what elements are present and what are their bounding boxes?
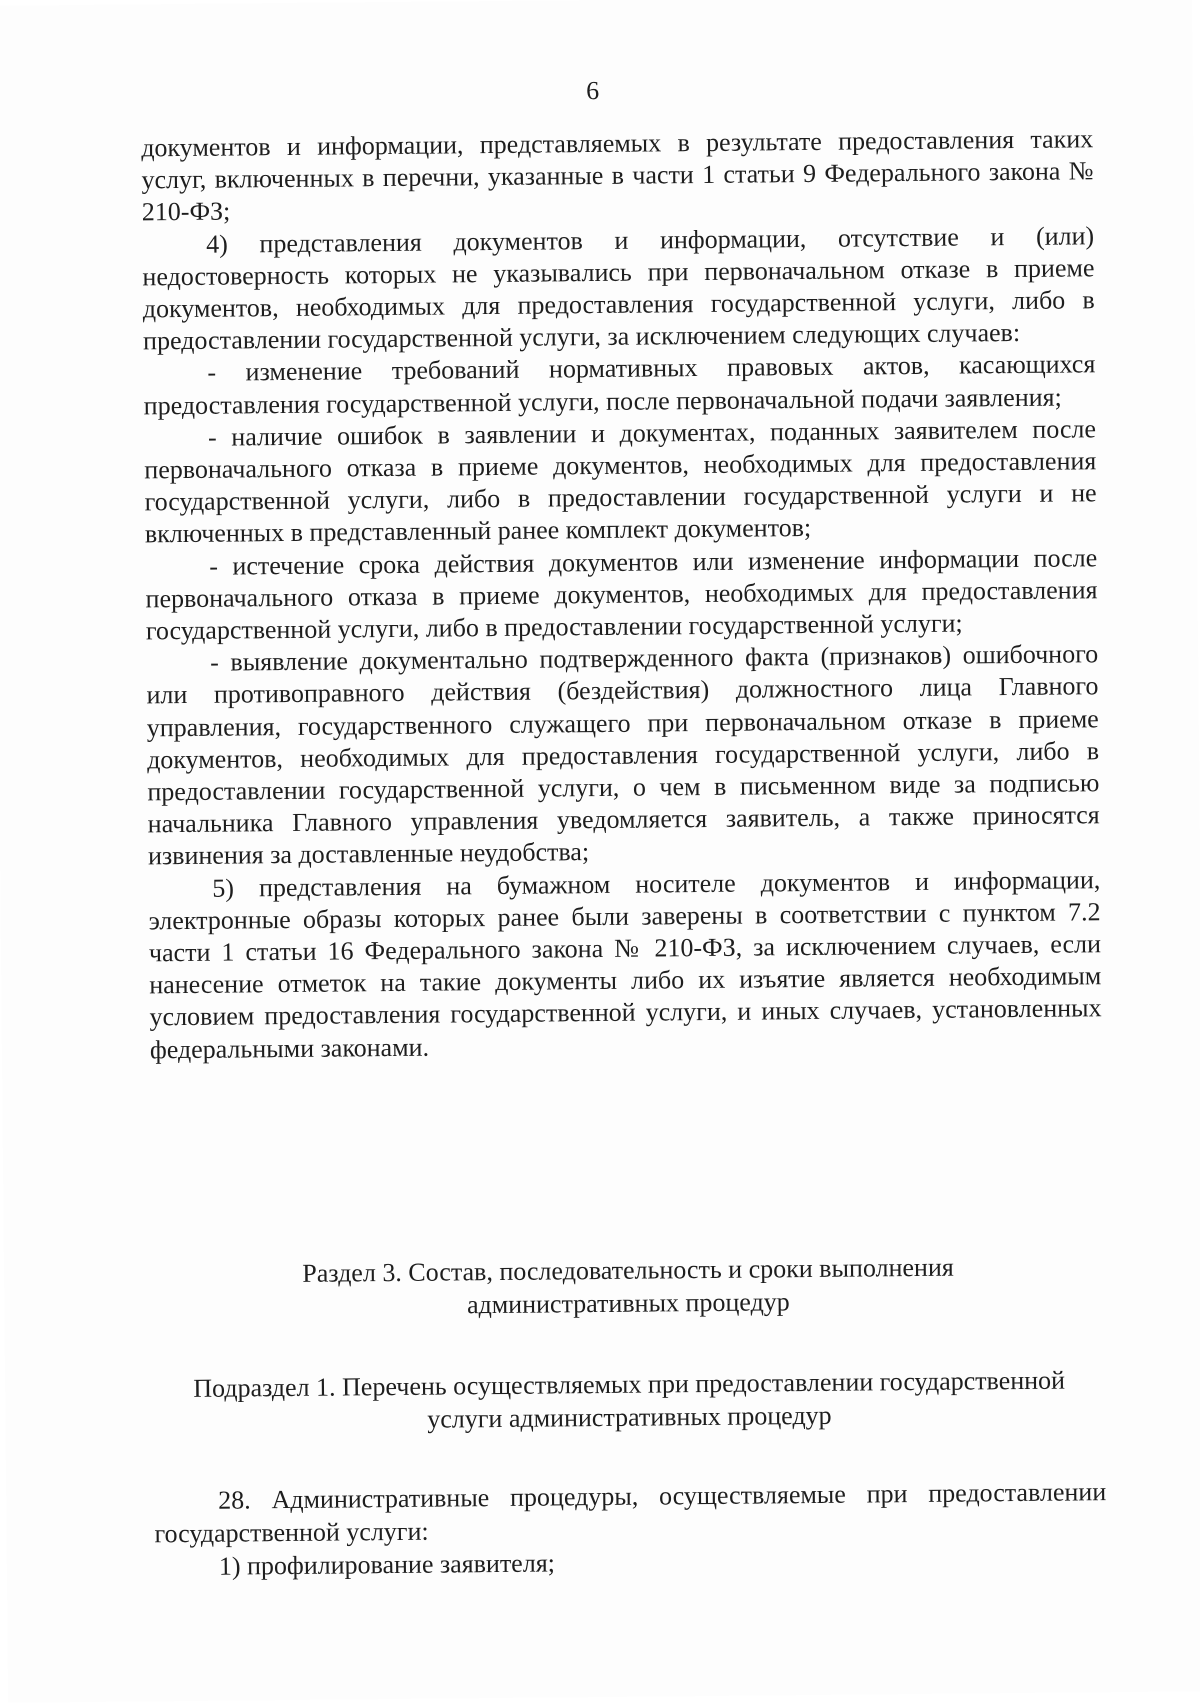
paragraph-bullet-expiry: - истечение срока действия документов или изменение информации после первоначального отказа в приеме документов, необходимых для предоставления государственной услуги, либо в предоставлении государственной услуги; xyxy=(145,542,1098,646)
paragraph-item-28: 28. Административные процедуры, осуществляемые при предоставлении государственной услуги: xyxy=(154,1477,1107,1549)
subsection-heading-line-1: Подраздел 1. Перечень осуществляемых при предоставлении государственной xyxy=(193,1365,1066,1403)
subsection-heading-line-2: услуги административных процедур xyxy=(427,1400,832,1434)
body-text xyxy=(141,123,1102,1066)
paragraph-item-4: 4) представления документов и информации, отсутствие и (или) недостоверность которых не указывались при первоначальном отказе в приеме документов, необходимых для предоставления государственной услуги, либо в предоставлении государственной услуги, за исключением следующих случаев: xyxy=(142,220,1095,356)
section-heading-line-2: административных процедур xyxy=(466,1287,790,1320)
page-number: 6 xyxy=(586,75,600,106)
list-item-profiling: 1) профилирование заявителя; xyxy=(218,1548,556,1581)
paragraph-bullet-misconduct: - выявление документально подтвержденного факта (признаков) ошибочного или противоправного действия (бездействия) должностного лица Главного управления, государственного служащего при первоначальном отказе в приеме документов, необходимых для предоставления государственной услуги, либо в предоставлении государственной услуги, о чем в письменном виде за подписью начальника Главного управления уведомляется заявитель, а также приносятся извинения за доставленные неудобства; xyxy=(146,639,1100,871)
section-heading-line-1: Раздел 3. Состав, последовательность и сроки выполнения xyxy=(302,1252,954,1288)
paragraph-bullet-errors: - наличие ошибок в заявлении и документах, поданных заявителем после первоначального отказа в приеме документов, необходимых для предоставления государственной услуги, либо в предоставлении государственной услуги и не включенных в представленный ранее комплект документов; xyxy=(144,414,1097,549)
paragraph-item-5: 5) представления на бумажном носителе документов и информации, электронные образы которых ранее были заверены в соответствии с пунктом 7.2 части 1 статьи 16 Федерального закона № 210-ФЗ, за исключением случаев, если нанесение отметок на такие документы либо их изъятие является необходимым условием предоставления государственной услуги, и иных случаев, установленных федеральными законами. xyxy=(148,864,1102,1065)
paragraph-bullet-requirements: - изменение требований нормативных правовых актов, касающихся предоставления государственной услуги, после первоначальной подачи заявления; xyxy=(143,349,1096,420)
procedures-list xyxy=(154,1475,1107,1583)
section-heading xyxy=(152,1249,1105,1324)
subsection-heading xyxy=(153,1363,1106,1438)
paragraph-continuation: документов и информации, представляемых в результате предоставления таких услуг, включенных в перечни, указанные в части 1 статьи 9 Федерального закона № 210-ФЗ; xyxy=(141,124,1094,227)
